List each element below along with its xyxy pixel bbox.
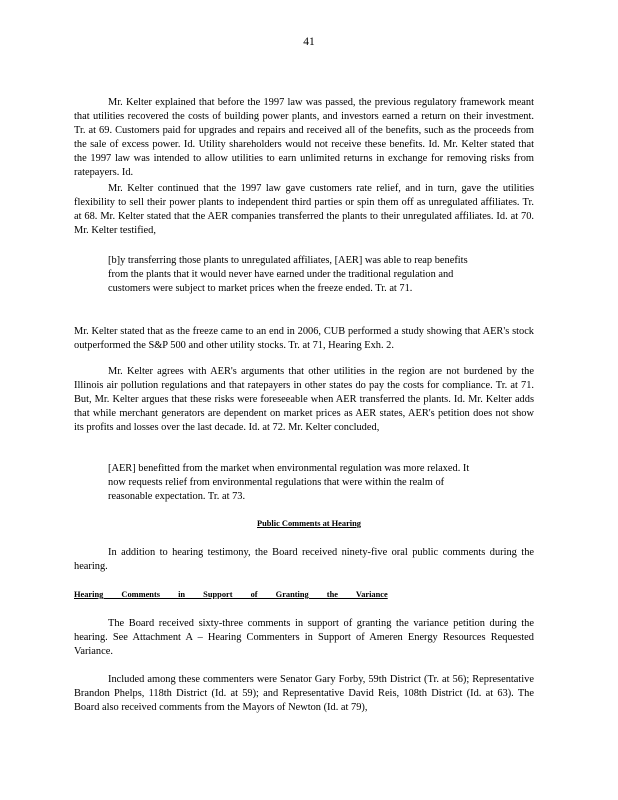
paragraph-included-commenters: Included among these commenters were Senator Gary Forby, 59th District (Tr. at 56); Representative Brandon Phelps, 118th District (Id. at 59); and Representative David Reis, 108th District (Id. at 63). The Board also received comments from the Mayors of Newton (Id. at 79),	[74, 674, 534, 713]
paragraph-kelter-continued: Mr. Kelter continued that the 1997 law gave customers rate relief, and in turn, gave the utilities flexibility to sell their power plants to independent third parties or spin them off as unregulated affiliates. Tr. at 68. Mr. Kelter stated that the AER companies transferred the plants to their unregulated affiliates. Id. at 70. Mr. Kelter testified,	[74, 183, 534, 236]
page-number: 41	[303, 36, 315, 48]
paragraph-kelter-explained: Mr. Kelter explained that before the 1997 law was passed, the previous regulatory framework meant that utilities recovered the costs of building power plants, and investors earned a return on their investment. Tr. at 69. Customers paid for upgrades and repairs and received all of the benefits, such as the proceeds from the sale of excess power. Id. Utility shareholders would not receive these benefits. Id. Mr. Kelter stated that the 1997 law was intended to allow utilities to earn unlimited returns in exchange for removing risks from ratepayers. Id.	[74, 97, 534, 178]
paragraph-freeze-study: Mr. Kelter stated that as the freeze came to an end in 2006, CUB performed a study showing that AER's stock outperformed the S&P 500 and other utility stocks. Tr. at 71, Hearing Exh. 2.	[74, 326, 534, 351]
paragraph-kelter-agrees: Mr. Kelter agrees with AER's arguments that other utilities in the region are not burdened by the Illinois air pollution regulations and that ratepayers in other states do pay the costs for compliance. Tr. at 71. But, Mr. Kelter argues that these risks were foreseeable when AER transferred the plants. Id. Mr. Kelter adds that while merchant generators are dependent on market prices as AER states, AER's petition does not show its profits and losses over the last decade. Id. at 72. Mr. Kelter concluded,	[74, 366, 534, 433]
section-heading-support-comments: Hearing Comments in Support of Granting the Variance	[74, 590, 388, 599]
paragraph-support-comments: The Board received sixty-three comments in support of granting the variance petition during the hearing. See Attachment A – Hearing Commenters in Support of Ameren Energy Resources Requested Variance.	[74, 618, 534, 657]
section-heading-public-comments: Public Comments at Hearing	[257, 519, 361, 528]
block-quote-benefitted: [AER] benefitted from the market when environmental regulation was more relaxed. It now requests relief from environmental regulations that were within the realm of reasonable expectation. Tr. at 73.	[108, 463, 470, 502]
block-quote-transferring: [b]y transferring those plants to unregulated affiliates, [AER] was able to reap benefits from the plants that it would never have earned under the traditional regulation and customers were subject to market prices when the freeze ended. Tr. at 71.	[108, 255, 468, 294]
paragraph-public-comments: In addition to hearing testimony, the Board received ninety-five oral public comments during the hearing.	[74, 547, 534, 572]
